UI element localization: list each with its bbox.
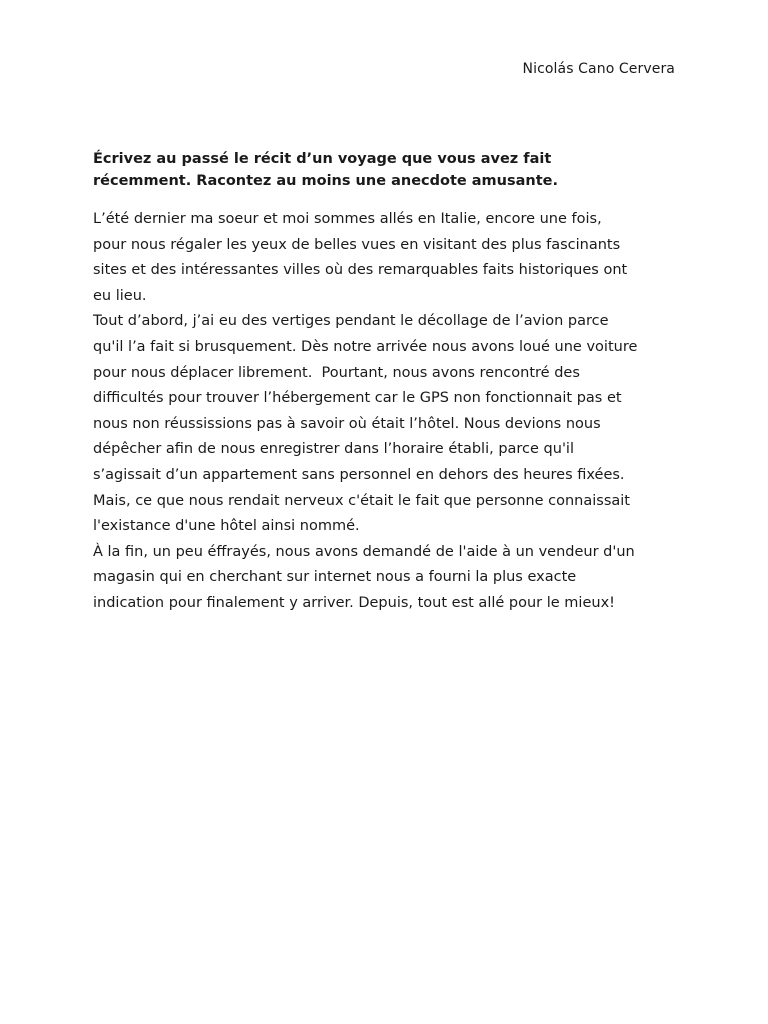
author-name: Nicolás Cano Cervera xyxy=(522,61,675,77)
body-line: dépêcher afin de nous enregistrer dans l’horaire établi, parce qu'il xyxy=(93,441,574,458)
essay-prompt xyxy=(93,148,683,192)
body-line: eu lieu. xyxy=(93,287,147,304)
body-line: nous non réussissions pas à savoir où était l’hôtel. Nous devions nous xyxy=(93,415,601,432)
body-line: L’été dernier ma soeur et moi sommes allés en Italie, encore une fois, xyxy=(93,211,602,227)
body-line: l'existance d'une hôtel ainsi nommé. xyxy=(93,518,360,535)
essay-body xyxy=(93,207,693,617)
body-line: À la fin, un peu éffrayés, nous avons demandé de l'aide à un vendeur d'un xyxy=(93,543,635,560)
body-line: difficultés pour trouver l’hébergement car le GPS non fonctionnait pas et xyxy=(93,390,622,407)
body-line: indication pour finalement y arriver. Depuis, tout est allé pour le mieux! xyxy=(93,594,615,611)
prompt-line: Écrivez au passé le récit d’un voyage que vous avez fait xyxy=(93,151,552,167)
body-line: sites et des intéressantes villes où des remarquables faits historiques ont xyxy=(93,262,628,279)
body-line: qu'il l’a fait si brusquement. Dès notre arrivée nous avons loué une voiture xyxy=(93,338,638,355)
body-line: magasin qui en cherchant sur internet nous a fourni la plus exacte xyxy=(93,569,577,586)
body-line: pour nous déplacer librement. Pourtant, nous avons rencontré des xyxy=(93,364,580,381)
body-line: Mais, ce que nous rendait nerveux c'était le fait que personne connaissait xyxy=(93,492,630,509)
body-line: pour nous régaler les yeux de belles vues en visitant des plus fascinants xyxy=(93,236,621,253)
prompt-line: récemment. Racontez au moins une anecdote amusante. xyxy=(93,173,559,189)
body-line: s’agissait d’un appartement sans personnel en dehors des heures fixées. xyxy=(93,466,625,483)
body-line: Tout d’abord, j’ai eu des vertiges pendant le décollage de l’avion parce xyxy=(93,313,609,330)
